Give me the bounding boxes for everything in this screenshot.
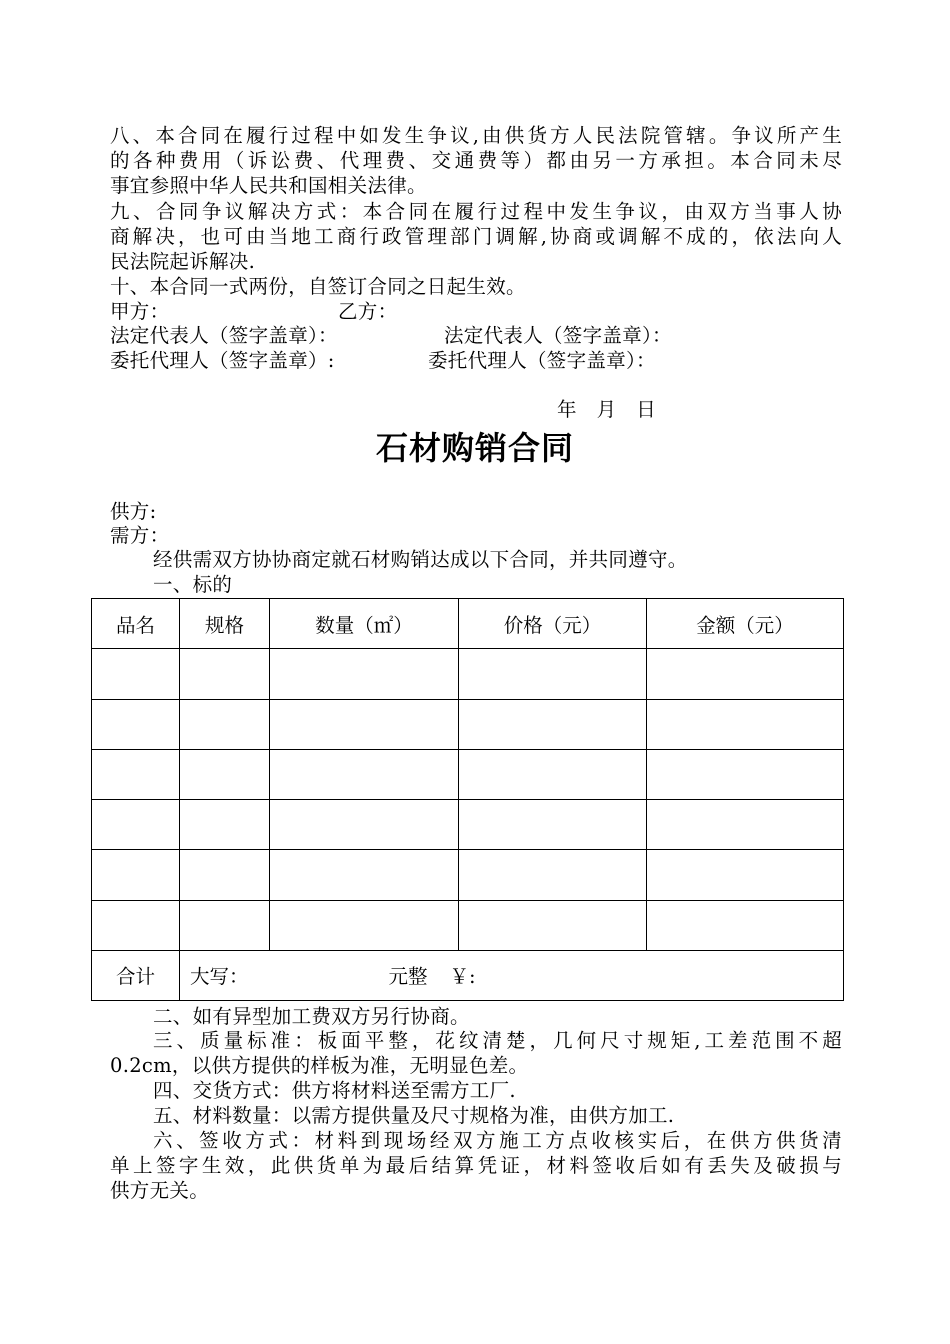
table-cell — [270, 800, 459, 850]
party-a-label: 甲方： — [110, 300, 170, 323]
table-cell — [270, 649, 459, 699]
table-cell — [92, 900, 180, 950]
table-cell — [647, 749, 844, 799]
table-cell — [180, 800, 270, 850]
table-row — [92, 900, 844, 950]
table-cell — [180, 649, 270, 699]
clause-8-line-2: 的各种费用（诉讼费、代理费、交通费等）都由另一方承担。本合同未尽 — [110, 149, 842, 172]
total-yuan-label: 元整 — [388, 965, 428, 989]
total-label: 合计 — [92, 950, 180, 1000]
agent-b: 委托代理人（签字盖章）： — [428, 349, 656, 372]
total-symbol-label: ￥: — [449, 965, 476, 989]
table-cell — [180, 900, 270, 950]
table-row — [92, 649, 844, 699]
clause-3-line-2: 0.2cm，以供方提供的样板为准，无明显色差。 — [110, 1054, 529, 1077]
table-total-row — [92, 950, 844, 1000]
table-cell — [270, 900, 459, 950]
header-amount: 金额（元） — [647, 599, 844, 649]
table-cell — [270, 699, 459, 749]
date-line: 年 月 日 — [557, 398, 657, 421]
page-title: 石材购销合同 — [375, 429, 574, 467]
clause-6-line-1: 六、签收方式：材料到现场经双方施工方点收核实后，在供方供货清 — [153, 1129, 842, 1152]
clause-8-line-3: 事宜参照中华人民共和国相关法律。 — [110, 174, 427, 197]
goods-table — [91, 598, 844, 1001]
clause-10: 十、本合同一式两份，自签订合同之日起生效。 — [110, 275, 526, 298]
header-quantity: 数量（㎡） — [270, 599, 459, 649]
header-specification: 规格 — [180, 599, 270, 649]
header-price: 价格（元） — [459, 599, 647, 649]
table-cell — [92, 800, 180, 850]
table-row — [92, 699, 844, 749]
table-cell — [459, 649, 647, 699]
clause-8-line-1: 八、本合同在履行过程中如发生争议,由供货方人民法院管辖。争议所产生 — [110, 124, 842, 147]
clause-5: 五、材料数量：以需方提供量及尺寸规格为准，由供方加工. — [153, 1104, 675, 1127]
section-1-heading: 一、标的 — [153, 573, 233, 596]
table-cell — [459, 699, 647, 749]
table-row — [92, 800, 844, 850]
clause-9-line-1: 九、合同争议解决方式：本合同在履行过程中发生争议，由双方当事人协 — [110, 200, 842, 223]
table-cell — [647, 850, 844, 900]
clause-9-line-3: 民法院起诉解决. — [110, 250, 256, 273]
table-cell — [92, 699, 180, 749]
table-row — [92, 850, 844, 900]
table-cell — [92, 850, 180, 900]
legal-rep-a: 法定代表人（签字盖章）： — [110, 324, 338, 347]
table-cell — [459, 900, 647, 950]
table-cell — [647, 800, 844, 850]
clause-6-line-2: 单上签字生效，此供货单为最后结算凭证，材料签收后如有丢失及破损与 — [110, 1154, 842, 1177]
table-cell — [647, 699, 844, 749]
legal-rep-b: 法定代表人（签字盖章）： — [444, 324, 672, 347]
table-cell — [180, 699, 270, 749]
table-cell — [270, 749, 459, 799]
table-cell — [459, 749, 647, 799]
buyer-label: 需方： — [110, 524, 170, 547]
intro-text: 经供需双方协协商定就石材购销达成以下合同，并共同遵守。 — [153, 548, 688, 571]
clause-4: 四、交货方式：供方将材料送至需方工厂. — [153, 1079, 516, 1102]
table-cell — [459, 800, 647, 850]
table-cell — [647, 649, 844, 699]
agent-a: 委托代理人（签字盖章）: — [110, 349, 335, 372]
total-upper-label: 大写： — [190, 965, 249, 989]
supplier-label: 供方: — [110, 500, 157, 523]
table-cell — [92, 649, 180, 699]
table-cell — [92, 749, 180, 799]
clause-9-line-2: 商解决，也可由当地工商行政管理部门调解,协商或调解不成的，依法向人 — [110, 225, 842, 248]
table-cell — [180, 749, 270, 799]
table-cell — [459, 850, 647, 900]
table-cell — [180, 850, 270, 900]
total-amount-cell — [180, 950, 844, 1000]
party-b-label: 乙方： — [338, 300, 398, 323]
table-cell — [270, 850, 459, 900]
header-product-name: 品名 — [92, 599, 180, 649]
clause-6-line-3: 供方无关。 — [110, 1179, 210, 1202]
table-cell — [647, 900, 844, 950]
table-row — [92, 749, 844, 799]
table-header-row — [92, 599, 844, 649]
clause-3-line-1: 三、质量标准：板面平整，花纹清楚，几何尺寸规矩,工差范围不超 — [153, 1029, 842, 1052]
clause-2: 二、如有异型加工费双方另行协商。 — [153, 1005, 470, 1028]
